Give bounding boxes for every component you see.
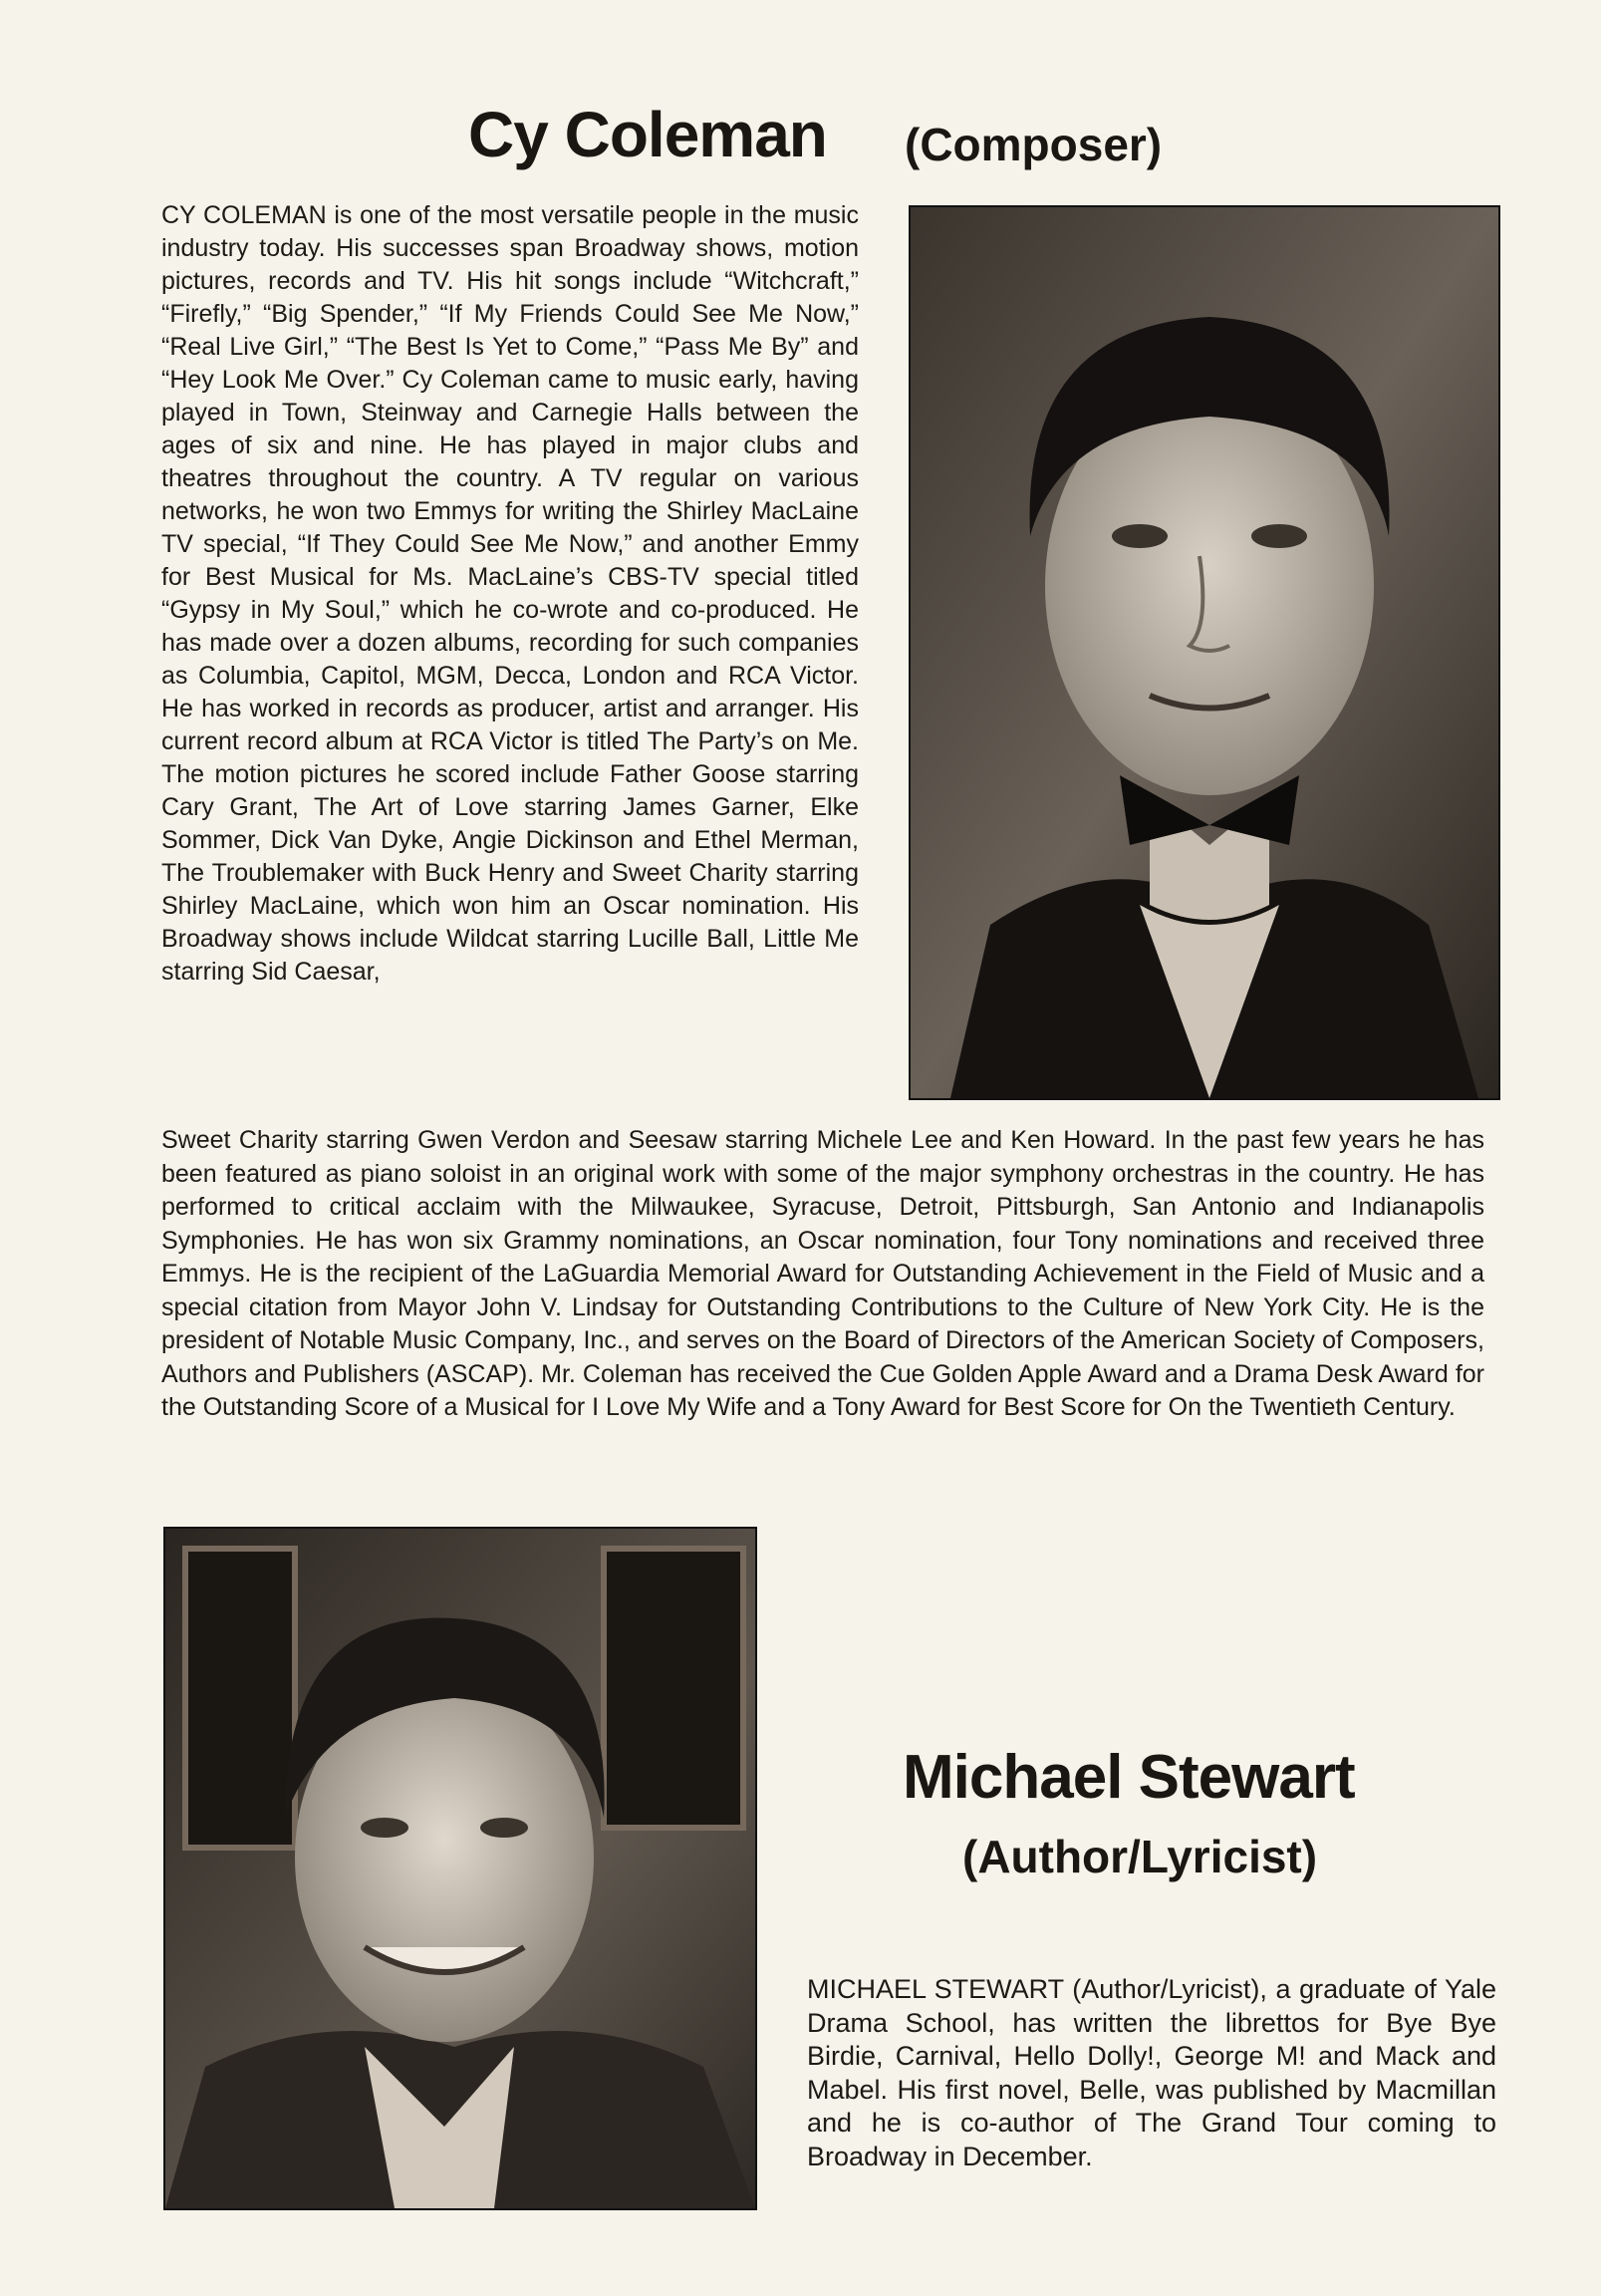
cy-coleman-bio-column: CY COLEMAN is one of the most versatile people in the music industry today. His successes span Broadway shows, motion pictures, records and TV. His hit songs include “Witchcraft,” “Firefly,” “Big Spender,” “If My Friends Could See Me Now,” “Real Live Girl,” “The Best Is Yet to Come,” “Pass Me By” and “Hey Look Me Over.” Cy Coleman came to music early, having played in Town, Steinway and Carnegie Halls between the ages of six and nine. He has played in major clubs and theatres throughout the country. A TV regular on various networks, he won two Emmys for writing the Shirley MacLaine TV special, “If They Could See Me Now,” and another Emmy for Best Musical for Ms. MacLaine’s CBS-TV special titled “Gypsy in My Soul,” which he co-wrote and co-produced. He has made over a dozen albums, recording for such companies as Columbia, Capitol, MGM, Decca, London and RCA Victor. He has worked in records as producer, artist and arranger. His current record album at RCA Victor is titled The Party’s on Me. The motion pictures he scored include Father Goose starring Cary Grant, The Art of Love starring James Garner, Elke Sommer, Dick Van Dyke, Angie Dickinson and Ethel Merman, The Troublemaker with Buck Henry and Sweet Charity starring Shirley MacLaine, which won him an Oscar nomination. His Broadway shows include Wildcat starring Lucille Ball, Little Me starring Sid Caesar, [161,201,859,986]
cy-coleman-name: Cy Coleman [468,99,827,170]
michael-stewart-photo [163,1527,757,2210]
cy-coleman-role: (Composer) [905,119,1163,170]
michael-stewart-name: Michael Stewart [903,1743,1355,1812]
michael-stewart-role: (Author/Lyricist) [962,1831,1318,1882]
cy-coleman-bio-continued: Sweet Charity starring Gwen Verdon and Seesaw starring Michele Lee and Ken Howard. In the past few years he has been featured as piano soloist in an original work with some of the major symphony orchestras in the country. He has performed to critical acclaim with the Milwaukee, Syracuse, Detroit, Pittsburgh, San Antonio and Indianapolis Symphonies. He has won six Grammy nominations, an Oscar nomination, four Tony nominations and received three Emmys. He is the recipient of the LaGuardia Memorial Award for Outstanding Achievement in the Field of Music and a special citation from Mayor John V. Lindsay for Outstanding Contributions to the Culture of New York City. He is the president of Notable Music Company, Inc., and serves on the Board of Directors of the American Society of Composers, Authors and Publishers (ASCAP). Mr. Coleman has received the Cue Golden Apple Award and a Drama Desk Award for the Outstanding Score of a Musical for I Love My Wife and a Tony Award for Best Score for On the Twentieth Century. [161,1126,1484,1421]
michael-stewart-bio: MICHAEL STEWART (Author/Lyricist), a graduate of Yale Drama School, has written the librettos for Bye Bye Birdie, Carnival, Hello Dolly!, George M! and Mack and Mabel. His first novel, Belle, was published by Macmillan and he is co-author of The Grand Tour coming to Broadway in December. [807,1974,1496,2171]
cy-coleman-photo [909,205,1500,1100]
